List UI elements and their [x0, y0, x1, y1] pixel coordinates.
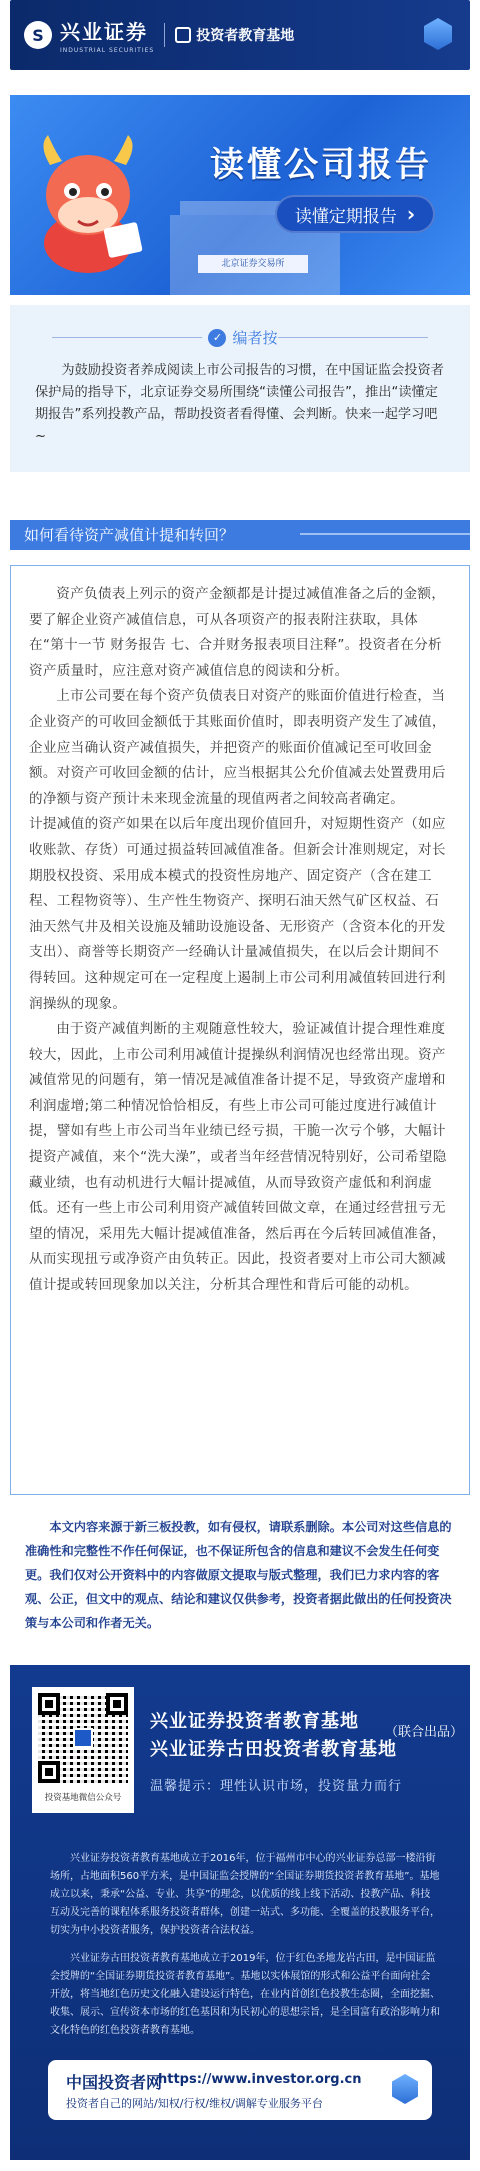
hero-button-label: 读懂定期报告 — [294, 206, 397, 227]
qr-caption: 投资基地微信公众号 — [44, 1793, 122, 1803]
qr-finder-bottom-left — [38, 1761, 60, 1783]
qr-code-image — [38, 1693, 128, 1783]
qr-logo-icon — [73, 1728, 93, 1748]
article-paragraph: 由于资产减值判断的主观随意性较大，验证减值计提合理性难度较大，因此，上市公司利用减值计提操纵利润情况也经常出现。资产减值常见的问题有，第一情况是减值准备计提不足，导致资产虚增和利润虚增;第二种情况恰恰相反，有些上市公司可能过度进行减值计提，譬如有些上市公司当年业绩已经亏损，干脆一次亏个够，大幅计提资产减值，来个“洗大澡”，或者当年经营情况特别好，公司希望隐藏业绩，也有动机进行大幅计提减值，从而导致资产虚低和利润虚低。还有一些上市公司利用资产减值转回做文章，在通过经营扭亏无望的情况，采用先大幅计提减值准备，然后再在今后转回减值准备，从而实现扭亏或净资产由负转正。因此，投资者要对上市公司大额减值计提或转回现象加以关注，分析其合理性和背后可能的动机。 — [29, 1021, 447, 1294]
joint-production-label: （联合出品） — [385, 1725, 464, 1740]
editor-note-header — [10, 327, 470, 348]
read-periodic-report-button[interactable] — [275, 195, 435, 233]
chevron-right-icon: › — [406, 202, 416, 226]
footer-brand-primary: 兴业证券投资者教育基地 — [150, 1711, 359, 1732]
hero-title: 读懂公司报告 — [210, 145, 432, 185]
editor-note-title: 编者按 — [232, 329, 278, 347]
building-plaque: 北京证券交易所 — [198, 255, 308, 273]
portal-name: 中国投资者网 — [66, 2073, 163, 2092]
brand-name-en: INDUSTRIAL SECURITIES — [60, 47, 155, 54]
editor-divider-right — [278, 337, 428, 338]
qr-finder-top-right — [106, 1693, 128, 1715]
footer-intro-paragraph: 兴业证券古田投资者教育基地成立于2019年，位于红色圣地龙岩古田，是中国证监会授牌的“全国证券期货投资者教育基地”。基地以实体展馆的形式和公益平台面向社会开放，将当地红色历史文化融入建设运行特色，在业内首创红色投教生态圈，全面挖掘、收集、展示、宣传资本市场的红色基因和为民初心的思想宗旨，是全国富有政治影响力和文化特色的红色投资者教育基地。 — [50, 1953, 440, 2036]
brand-logo-icon: S — [24, 21, 52, 49]
bull-mascot-icon — [28, 125, 148, 275]
editor-note-text: 为鼓励投资者养成阅读上市公司报告的习惯，在中国证监会投资者保护局的指导下，北京证券交易所围绕“读懂公司报告”，推出“读懂定期报告”系列投教产品，帮助投资者看得懂、会判断。快来一起学习吧~ — [35, 363, 444, 444]
header-divider — [164, 23, 165, 47]
investor-portal-banner[interactable] — [48, 2060, 432, 2120]
brand-logo-text — [60, 16, 154, 54]
building-icon — [175, 27, 191, 43]
article-paragraph: 计提减值的资产如果在以后年度出现价值回升，对短期性资产（如应收账款、存货）可通过损益转回减值准备。但新会计准则规定，对长期股权投资、采用成本模式的投资性房地产、固定资产（含在建工程、工程物资等）、生产性生物资产、探明石油天然气矿区权益、石油天然气井及相关设施及辅助设施设备、无形资产（含资本化的开发支出）、商誉等长期资产一经确认计量减值损失，在以后会计期间不得转回。这种规定可在一定程度上遏制上市公司利用减值转回进行利润操纵的现象。 — [29, 816, 446, 1012]
article-paragraph: 上市公司要在每个资产负债表日对资产的账面价值进行检查，当企业资产的可收回金额低于其账面价值时，即表明资产发生了减值，企业应当确认资产减值损失，并把资产的账面价值减记至可收回金额。对资产可收回金额的估计，应当根据其公允价值减去处置费用后的净额与资产预计未来现金流量的现值两者之间较高者确定。 — [29, 688, 446, 807]
editor-divider-left — [52, 337, 202, 338]
disclaimer-text: 本文内容来源于新三板投教，如有侵权，请联系删除。本公司对这些信息的准确性和完整性不作任何保证，也不保证所包含的信息和建议不会发生任何变更。我们仅对公开资料中的内容做原文提取与版式整理，我们已力求内容的客观、公正，但文中的观点、结论和建议仅供参考，投资者据此做出的任何投资决策与本公司和作者无关。 — [25, 1520, 452, 1630]
section-heading-rule — [300, 533, 470, 535]
footer — [10, 1665, 470, 2160]
brand-name-cn: 兴业证券 — [60, 20, 148, 44]
portal-url-link[interactable]: https://www.investor.org.cn — [158, 2072, 362, 2087]
header-subtitle — [175, 25, 294, 45]
header-banner — [10, 0, 470, 70]
check-icon: ✓ — [208, 329, 226, 347]
portal-slogan: 投资者自己的网站/知权/行权/维权/调解专业服务平台 — [66, 2097, 323, 2110]
footer-intro-paragraph: 兴业证券投资者教育基地成立于2016年，位于福州市中心的兴业证券总部一楼沿街场所，占地面积560平方米，是中国证监会授牌的“全国证券期货投资者教育基地”。基地成立以来，秉承“公益、专业、共享”的理念，以优质的线上线下活动、投教产品、科技互动及完善的课程体系服务投资者群体，创建一站式、多功能、全覆盖的投教服务平台，切实为中小投资者服务，保护投资者合法权益。 — [50, 1853, 440, 1936]
article-body — [10, 565, 470, 1495]
hero-banner — [10, 95, 470, 295]
wechat-qr-code[interactable] — [32, 1687, 134, 1813]
section-heading: 如何看待资产减值计提和转回？ — [10, 520, 470, 550]
shield-badge-icon — [424, 18, 452, 50]
editor-note — [10, 305, 470, 472]
qr-finder-top-left — [38, 1693, 60, 1715]
header-subtitle-text: 投资者教育基地 — [196, 28, 295, 44]
investment-tip: 温馨提示：理性认识市场，投资量力而行 — [150, 1779, 403, 1794]
article-paragraph: 资产负债表上列示的资产金额都是计提过减值准备之后的金额，要了解企业资产减值信息，可从各项资产的报表附注获取，具体在“第十一节 财务报告 七、合并财务报表项目注释”。投资者在分析资产质量时，应注意对资产减值信息的阅读和分析。 — [29, 586, 446, 679]
footer-brand-secondary: 兴业证券古田投资者教育基地 — [150, 1739, 397, 1760]
shield-badge-icon — [392, 2074, 418, 2104]
